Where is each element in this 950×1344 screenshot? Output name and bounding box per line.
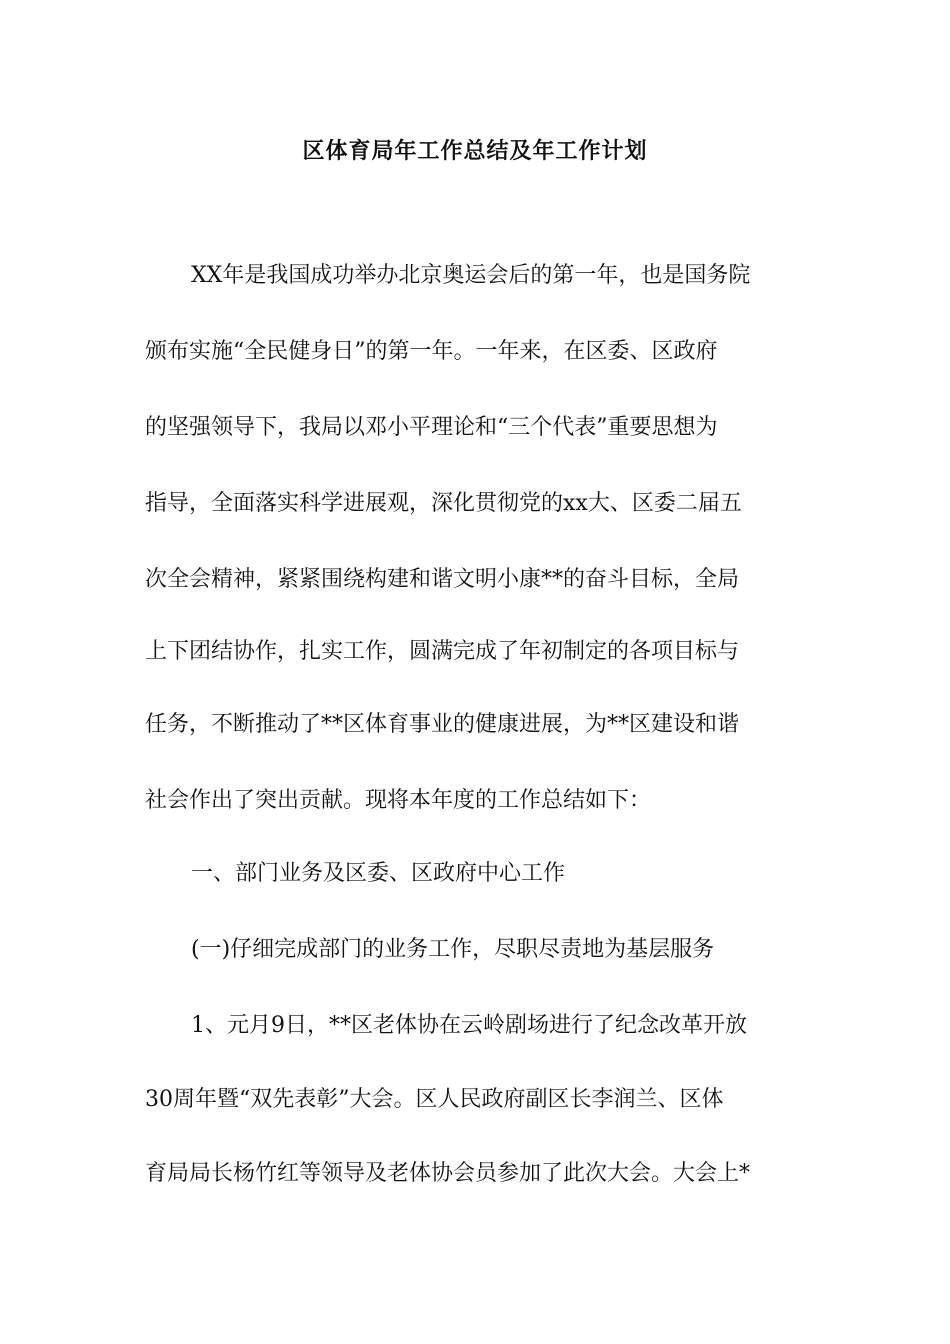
paragraph-line: 次全会精神，紧紧围绕构建和谐文明小康**的奋斗目标，全局	[145, 567, 740, 592]
paragraph-line: 1、元月9日，**区老体协在云岭剧场进行了纪念改革开放	[191, 1013, 747, 1038]
paragraph-line: 颁布实施“全民健身日”的第一年。一年来，在区委、区政府	[145, 339, 718, 364]
subsection-heading: (一)仔细完成部门的业务工作，尽职尽责地为基层服务	[191, 937, 715, 962]
paragraph-line: XX年是我国成功举办北京奥运会后的第一年，也是国务院	[191, 263, 751, 288]
paragraph-line: 社会作出了突出贡献。现将本年度的工作总结如下：	[145, 788, 652, 813]
paragraph-line: 的坚强领导下，我局以邓小平理论和“三个代表”重要思想为	[145, 415, 718, 440]
paragraph-line: 任务，不断推动了**区体育事业的健康进展，为**区建设和谐	[145, 712, 740, 737]
paragraph-line: 指导，全面落实科学进展观，深化贯彻党的xx大、区委二届五	[145, 491, 742, 516]
paragraph-line: 育局局长杨竹红等领导及老体协会员参加了此次大会。大会上*	[145, 1161, 751, 1186]
section-heading: 一、部门业务及区委、区政府中心工作	[191, 861, 566, 886]
document-title: 区体育局年工作总结及年工作计划	[302, 138, 648, 164]
paragraph-line: 上下团结协作，扎实工作，圆满完成了年初制定的各项目标与	[145, 639, 740, 664]
paragraph-line: 30周年暨“双先表彰”大会。区人民政府副区长李润兰、区体	[145, 1087, 724, 1112]
